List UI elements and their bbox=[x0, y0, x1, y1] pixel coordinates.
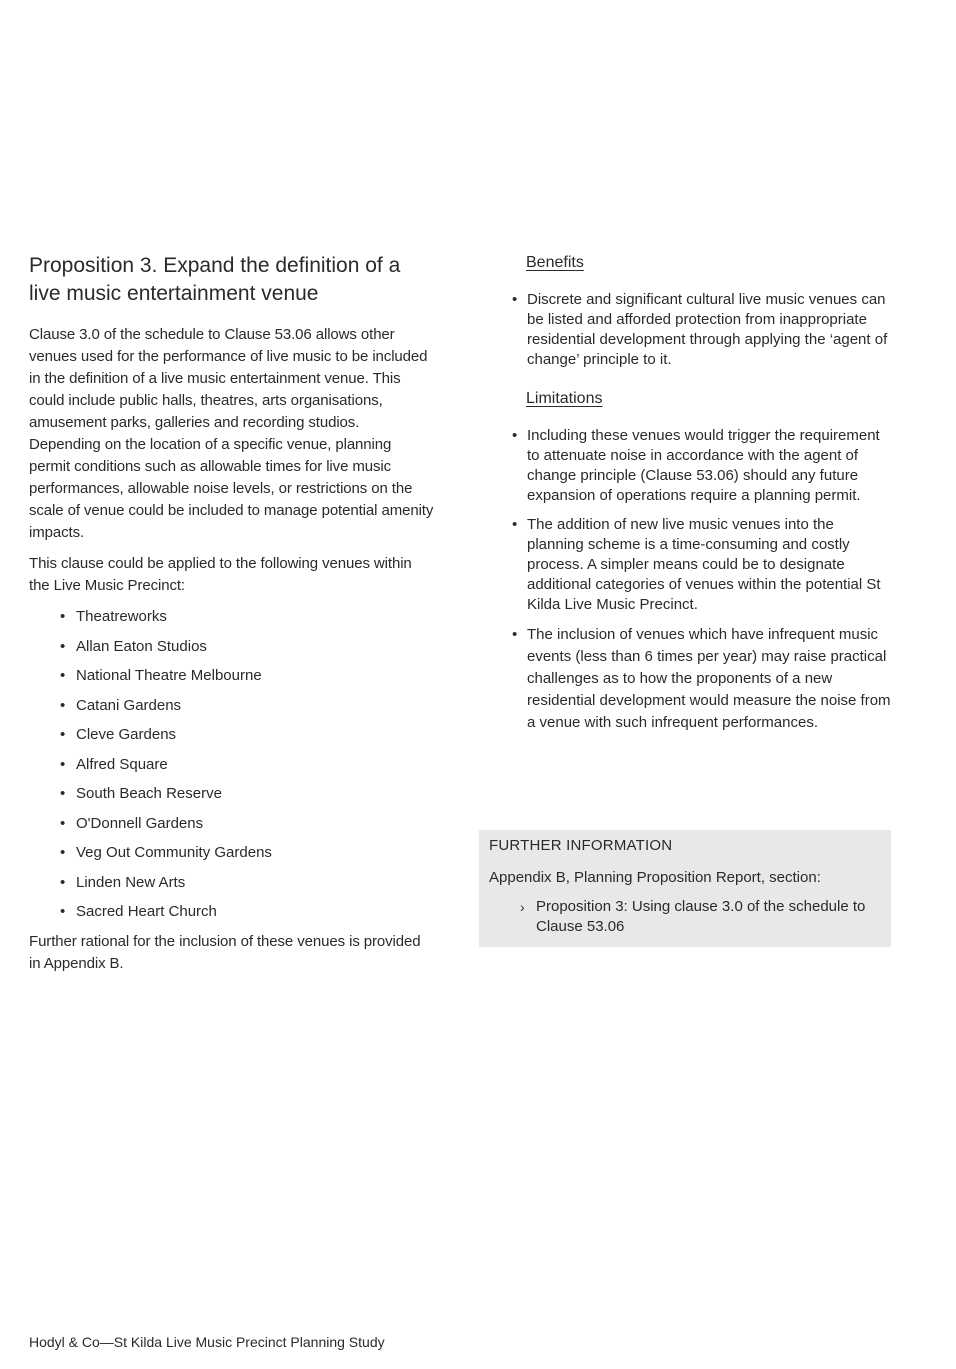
venues-intro-paragraph: This clause could be applied to the following venues within the Live Music Precinct: bbox=[29, 555, 412, 594]
venue-list bbox=[29, 606, 434, 923]
limitation-item: • The addition of new live music venues into the planning scheme is a time-consuming and costly process. A simpler means could be to designate additional categories of venues within the potential St Kilda Live Music Precinct. bbox=[510, 515, 892, 615]
closing-paragraph: Further rational for the inclusion of these venues is provided in Appendix B. bbox=[29, 932, 421, 972]
right-column bbox=[482, 252, 892, 752]
intro-paragraph: Clause 3.0 of the schedule to Clause 53.06 allows other venues used for the performance of live music to be included in the definition of a live music entertainment venue. This could include public halls, theatres, arts organisations, amusement parks, galleries and recording studios. Depending on the location of a specific venue, planning permit conditions such as allowable times for live music performances, allowable noise levels, or restrictions on the scale of venue could be included to manage potential amenity impacts. bbox=[29, 326, 434, 541]
limitations-heading: Limitations bbox=[526, 390, 603, 407]
list-item: • Catani Gardens bbox=[59, 695, 434, 717]
list-item: • Alfred Square bbox=[59, 754, 434, 776]
list-item: • National Theatre Melbourne bbox=[59, 665, 434, 687]
page-footer: Hodyl & Co—St Kilda Live Music Precinct Planning Study bbox=[29, 1334, 385, 1350]
limitation-item: • Including these venues would trigger the requirement to attenuate noise in accordance with the agent of change principle (Clause 53.06) should any future expansion of operations require a planning permit. bbox=[510, 426, 892, 506]
benefit-item: • Discrete and significant cultural live music venues can be listed and afforded protection from inappropriate residential development through applying the ‘agent of change’ principle to it. bbox=[510, 290, 892, 370]
list-item: • O'Donnell Gardens bbox=[59, 813, 434, 835]
list-item: • Allan Eaton Studios bbox=[59, 636, 434, 658]
info-box-text: Appendix B, Planning Proposition Report, section: bbox=[489, 869, 821, 886]
benefits-list bbox=[482, 290, 892, 370]
further-information-box bbox=[479, 830, 891, 947]
chevron-right-icon: › bbox=[520, 899, 525, 915]
list-item: • Sacred Heart Church bbox=[59, 901, 434, 923]
proposition-heading: Proposition 3. Expand the definition of a live music entertainment venue bbox=[29, 254, 401, 305]
info-box-title: FURTHER INFORMATION bbox=[489, 837, 673, 854]
benefits-heading: Benefits bbox=[526, 254, 584, 271]
list-item: • Theatreworks bbox=[59, 606, 434, 628]
info-box-reference-text: Proposition 3: Using clause 3.0 of the schedule to Clause 53.06 bbox=[536, 898, 866, 935]
list-item: • Linden New Arts bbox=[59, 872, 434, 894]
list-item: • Veg Out Community Gardens bbox=[59, 842, 434, 864]
limitations-list bbox=[482, 426, 892, 734]
list-item: • South Beach Reserve bbox=[59, 783, 434, 805]
info-box-reference[interactable] bbox=[489, 897, 881, 937]
list-item: • Cleve Gardens bbox=[59, 724, 434, 746]
limitation-item: • The inclusion of venues which have infrequent music events (less than 6 times per year) may raise practical challenges as to how the proponents of a new residential development would measure the noise from a venue with such infrequent performances. bbox=[510, 624, 892, 734]
left-column bbox=[29, 252, 434, 984]
